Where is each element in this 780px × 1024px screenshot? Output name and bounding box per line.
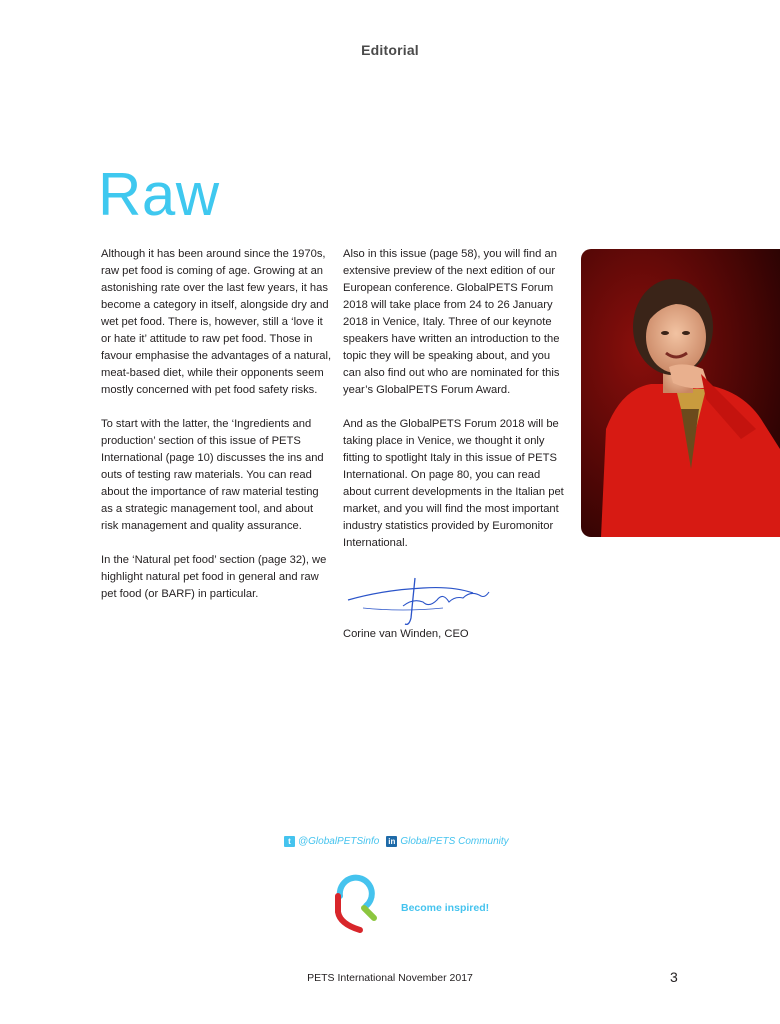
twitter-icon: t: [284, 836, 295, 847]
signature-image: [343, 568, 493, 628]
author-photo: [581, 249, 780, 537]
tagline: Become inspired!: [401, 902, 490, 914]
paragraph: In the ‘Natural pet food’ section (page 32), we highlight natural pet food in general and raw pet food (or BARF) in particular.: [101, 554, 327, 600]
paragraph: Although it has been around since the 1970s, raw pet food is coming of age. Growing at an astonishing rate over the last few years, it has become a category in itself, alongside dry and wet pet food. There is, however, still a ‘love it or hate it’ attitude to raw pet food. Those in favour emphasise the advantages of a natural, meat-based diet, while their opponents seem mostly concerned with pet food safety risks.: [101, 248, 332, 396]
linkedin-icon: in: [388, 837, 396, 846]
signer-name: Corine van Winden, CEO: [343, 628, 469, 640]
social-links: [284, 836, 509, 847]
paragraph: Also in this issue (page 58), you will find an extensive preview of the next edition of our European conference. GlobalPETS Forum 2018 will take place from 24 to 26 January 2018 in Venice, Italy. Three of our keynote speakers have written an introduction to the topic they will be speaking about, and you can also find out who are nominated for this year’s GlobalPETS Forum Award.: [343, 248, 560, 396]
globalpets-logo: [330, 866, 380, 936]
article-right-column: [343, 246, 569, 569]
twitter-handle[interactable]: @GlobalPETSinfo: [298, 836, 380, 847]
article-left-column: [101, 246, 333, 620]
section-label: Editorial: [361, 42, 419, 58]
footer-publication: PETS International November 2017: [307, 972, 473, 984]
paragraph: To start with the latter, the ‘Ingredients and production’ section of this issue of PETS International (page 10) discusses the ins and outs of testing raw materials. You can read about the importance of raw material testing as a strategic management tool, and about risk management and quality assurance.: [101, 418, 324, 532]
paragraph: And as the GlobalPETS Forum 2018 will be taking place in Venice, we thought it only fitting to spotlight Italy in this issue of PETS International. On page 80, you can read about current developments in the Italian pet market, and you will find the most important industry statistics provided by Euromonitor International.: [343, 418, 564, 549]
article-title: Raw: [98, 161, 220, 228]
linkedin-label[interactable]: GlobalPETS Community: [400, 836, 509, 847]
page-number: 3: [670, 969, 678, 985]
